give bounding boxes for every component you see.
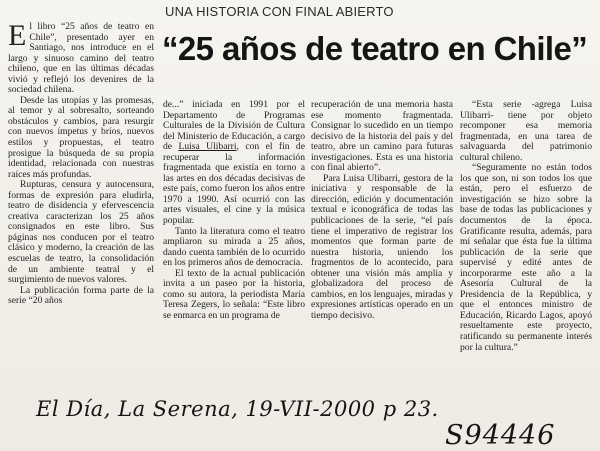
- paragraph: Para Luisa Ulibarri, gestora de la iniciativa y responsable de la dirección, edición y documentación textual e iconográfica de todas las publicaciones de la serie, “el país tiene el imperativo de registrar los momentos que forman parte de nuestra historia, uniendo los fragmentos de lo acontecido, para obtener una visión más amplia y globalizadora del proceso de cambios, en los lenguajes, miradas y expresiones artísticas operado en un tiempo decisivo.: [311, 172, 453, 321]
- paragraph-text: de...” iniciada en 1991 por el Departamento de Programas Culturales de la División de Cultura del Ministerio de Educación, a cargo de: [163, 99, 305, 153]
- article-column-1: [8, 19, 154, 307]
- paragraph: Rupturas, censura y autocensura, formas de expresión para eludirla, teatro de disidencia y efervescencia creativa caracterizan los 25 años consignados en este libro. Sus páginas nos conducen por el teatro clásico y moderno, la creación de las escuelas de teatro, la consolidación de un ambiente teatral y el surgimiento de nuevos valores.: [8, 179, 154, 286]
- paragraph: El texto de la actual publicación invita a un paseo por la historia, como su autora, la periodista María Teresa Zegers, lo señala: “Este libro se enmarca en un programa de: [163, 267, 305, 321]
- article-kicker: UNA HISTORIA CON FINAL ABIERTO: [165, 4, 394, 19]
- paragraph-text: l libro “25 años de teatro en Chile”, presentado ayer en Santiago, nos introduce en el largo y sinuoso camino del teatro chileno, que en las últimas décadas vivió y reflejó los devenires de la sociedad chilena.: [8, 21, 154, 96]
- article-column-4: [460, 100, 592, 353]
- paragraph: La publicación forma parte de la serie “20 años: [8, 284, 154, 307]
- paragraph-text: , con el fin de recuperar la información fragmentada que existía en torno a las artes en dos décadas decisivas de este país, como fueron los años entre 1970 a 1990. Así ocurrió con las artes visuales, el cine y la música popular.: [163, 141, 305, 227]
- handwritten-source-note: El Día, La Serena, 19-VII-2000 p 23.: [36, 397, 439, 421]
- paragraph: Tanto la literatura como el teatro ampliaron su mirada a 25 años, dando cuenta también de lo ocurrido en los primeros años de democracia.: [163, 225, 305, 269]
- paragraph: Desde las utopías y las promesas, al temor y al sobresalto, sorteando obstáculos y cambios, para resurgir con nuevos ímpetus y bríos, nuevos estilos y propuestas, el teatro prosigue la búsqueda de su propia identidad, relacionada con nuestras raíces más profundas.: [8, 94, 154, 180]
- handwritten-catalog-number: S94446: [445, 420, 556, 451]
- paragraph: [163, 100, 305, 227]
- paragraph: recuperación de una memoria hasta ese momento fragmentada. Consignar lo sucedido en un tiempo decisivo de la historia del país y del teatro, abre un camino para futuras investigaciones. Esta es una historia con final abierto”.: [311, 99, 453, 174]
- article-column-2: [163, 100, 305, 321]
- article-column-3: [311, 100, 453, 321]
- paragraph: “Esta serie -agrega Luisa Ulibarri- tiene por objeto recomponer esa memoria fragmentada, en una tarea de salvaguarda del patrimonio cultural chileno.: [460, 99, 592, 163]
- drop-cap: E: [8, 19, 27, 52]
- article-headline: “25 años de teatro en Chile”: [162, 30, 588, 67]
- paragraph-intro: [8, 19, 154, 96]
- paragraph: “Seguramente no están todos los que son, ni son todos los que están, pero el esfuerzo de investigación se hizo sobre la base de todas las publicaciones y documentos de la época. Gratificante resulta, además, para mí señalar que ésta fue la última publicación de la serie que supervisé y edité antes de incorporarme este año a la Asesoría Cultural de la Presidencia de la República, y que el entonces ministro de Educación, Ricardo Lagos, apoyó resueltamente este proyecto, ratificando su permanente interés por la cultura.”: [460, 162, 592, 353]
- underlined-name: Luisa Ulibarri: [178, 141, 237, 153]
